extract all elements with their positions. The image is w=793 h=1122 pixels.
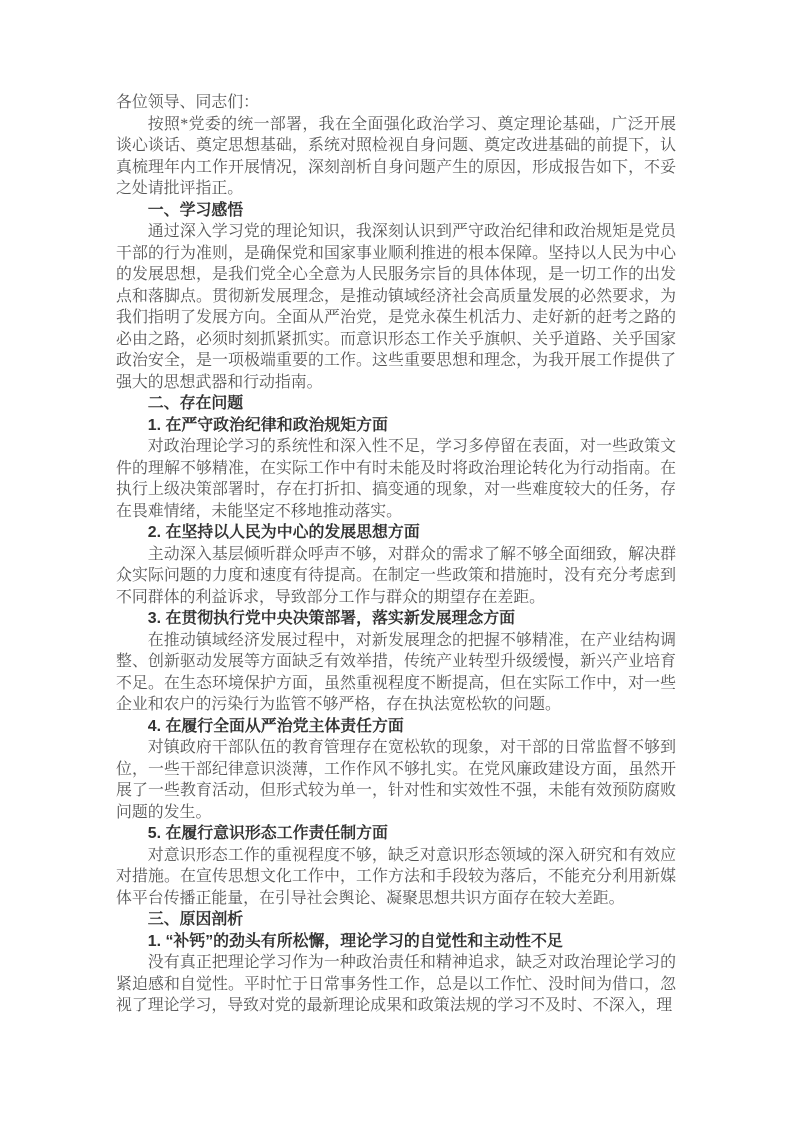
section-2-heading: 二、存在问题 [147,395,244,412]
issue-3-body: 在推动镇域经济发展过程中，对新发展理念的把握不够精准，在产业结构调整、创新驱动发展等方面缺乏有效举措，传统产业转型升级缓慢，新兴产业培育不足。在生态环境保护方面，虽然重视程度不断提高，但在实际工作中，对一些企业和农户的污染行为监管不够严格，存在执法宽松软的问题。 [116,631,676,713]
issue-4-body: 对镇政府干部队伍的教育管理存在宽松软的现象，对干部的日常监督不够到位，一些干部纪律意识淡薄，工作作风不够扎实。在党风廉政建设方面，虽然开展了一些教育活动，但形式较为单一，针对性和实效性不强，未能有效预防腐败问题的发生。 [116,739,676,821]
cause-1-body: 没有真正把理论学习作为一种政治责任和精神追求，缺乏对政治理论学习的紧迫感和自觉性。平时忙于日常事务性工作，总是以工作忙、没时间为借口，忽视了理论学习，导致对党的最新理论成果和政策法规的学习不及时、不深入，理 [116,954,676,1014]
section-3-heading: 三、原因剖析 [147,911,244,928]
section-1-body: 通过深入学习党的理论知识，我深刻认识到严守政治纪律和政治规矩是党员干部的行为准则，是确保党和国家事业顺利推进的根本保障。坚持以人民为中心的发展思想，是我们党全心全意为人民服务宗旨的具体体现，是一切工作的出发点和落脚点。贯彻新发展理念，是推动镇域经济社会高质量发展的必然要求，为我们指明了发展方向。全面从严治党，是党永葆生机活力、走好新的赶考之路的必由之路，必须时刻抓紧抓实。而意识形态工作关乎旗帜、关乎道路、关乎国家政治安全，是一项极端重要的工作。这些重要思想和理念，为我开展工作提供了强大的思想武器和行动指南。 [116,223,676,391]
issue-5-heading: 5. 在履行意识形态工作责任制方面 [147,825,388,842]
issue-3-heading: 3. 在贯彻执行党中央决策部署，落实新发展理念方面 [147,610,516,627]
section-1-heading: 一、学习感悟 [147,201,244,219]
intro-paragraph: 按照*党委的统一部署，我在全面强化政治学习、奠定理论基础，广泛开展谈心谈话、奠定思想基础，系统对照检视自身问题、奠定改进基础的前提下，认真梳理年内工作开展情况，深刻剖析自身问题产生的原因，形成报告如下，不妥之处请批评指正。 [116,115,676,197]
cause-1-heading: 1. “补钙”的劲头有所松懈，理论学习的自觉性和主动性不足 [147,932,563,950]
issue-2-body: 主动深入基层倾听群众呼声不够，对群众的需求了解不够全面细致，解决群众实际问题的力度和速度有待提高。在制定一些政策和措施时，没有充分考虑到不同群体的利益诉求，导致部分工作与群众的期望存在差距。 [116,545,676,606]
salutation: 各位领导、同志们： [116,94,260,111]
issue-1-body: 对政治理论学习的系统性和深入性不足，学习多停留在表面，对一些政策文件的理解不够精准，在实际工作中有时未能及时将政治理论转化为行动指南。在执行上级决策部署时，存在打折扣、搞变通的现象，对一些难度较大的任务，存在畏难情绪，未能坚定不移地推动落实。 [116,438,676,520]
issue-4-heading: 4. 在履行全面从严治党主体责任方面 [147,717,404,735]
issue-5-body: 对意识形态工作的重视程度不够，缺乏对意识形态领域的深入研究和有效应对措施。在宣传思想文化工作中，工作方法和手段较为落后，不能充分利用新媒体平台传播正能量，在引导社会舆论、凝聚思想共识方面存在较大差距。 [116,846,676,907]
issue-1-heading: 1. 在严守政治纪律和政治规矩方面 [147,416,388,434]
document-body [116,92,676,1017]
issue-2-heading: 2. 在坚持以人民为中心的发展思想方面 [147,524,420,541]
